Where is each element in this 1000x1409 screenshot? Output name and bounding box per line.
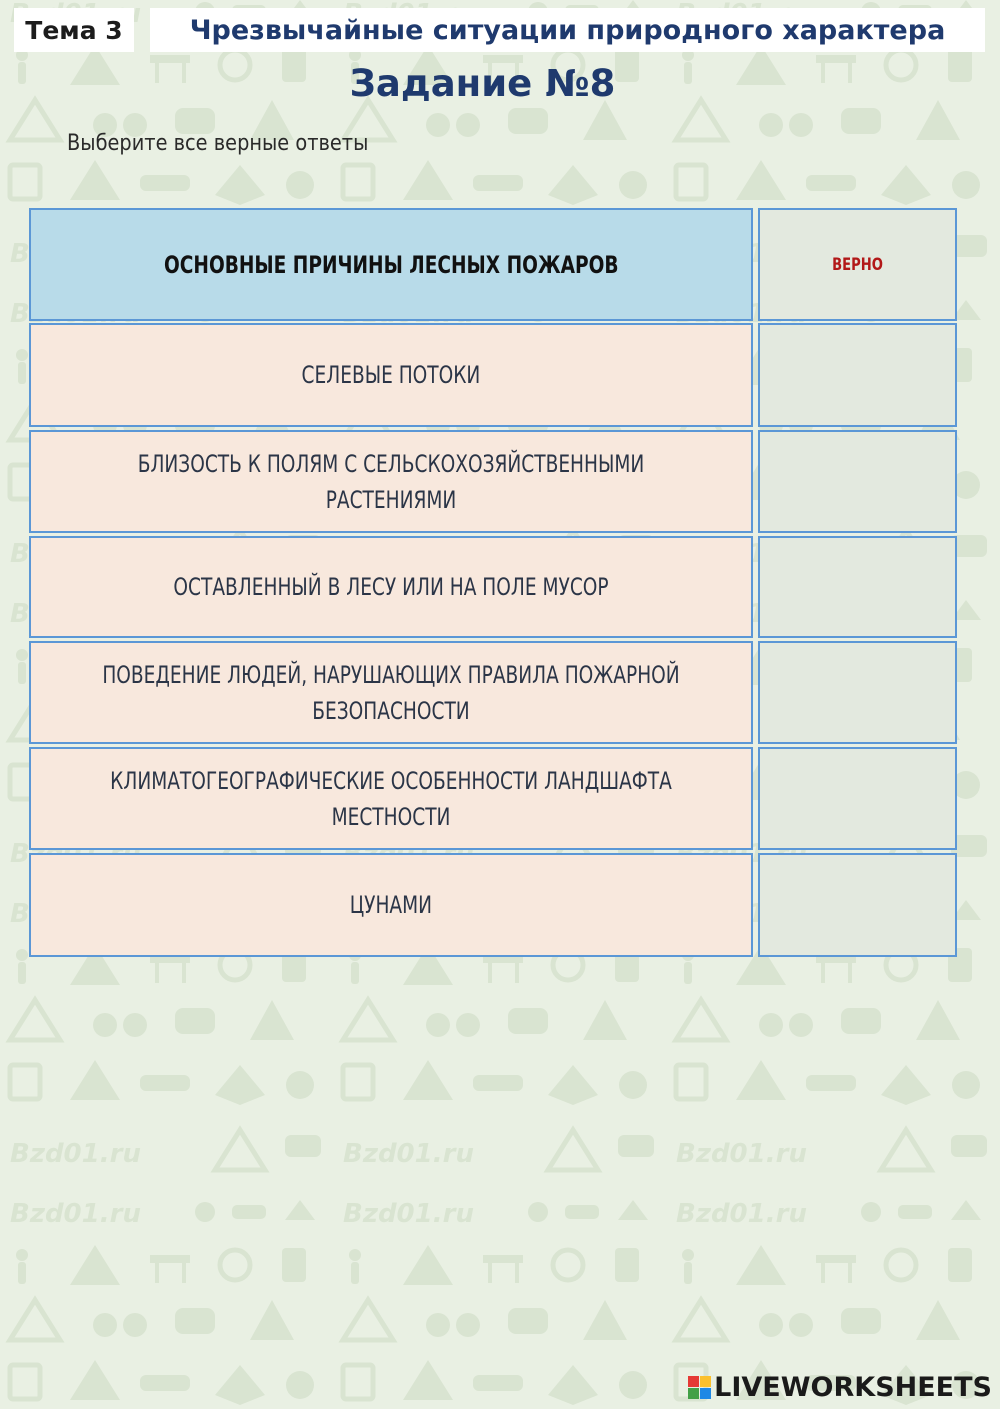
logo-square-blue <box>700 1388 711 1399</box>
option-text: ЦУНАМИ <box>349 891 433 919</box>
option-cell[interactable] <box>29 747 753 850</box>
option-cell[interactable] <box>29 641 753 744</box>
logo-square-yellow <box>700 1376 711 1387</box>
liveworksheets-logo-text: LIVEWORKSHEETS <box>714 1372 992 1403</box>
answer-drop-slot[interactable] <box>758 747 957 850</box>
question-text: ОСНОВНЫЕ ПРИЧИНЫ ЛЕСНЫХ ПОЖАРОВ <box>163 250 619 279</box>
answer-header-label: ВЕРНО <box>832 254 883 275</box>
option-text: БЛИЗОСТЬ К ПОЛЯМ С СЕЛЬСКОХОЗЯЙСТВЕННЫМИ РАСТЕНИЯМИ <box>137 449 645 514</box>
answer-drop-slot[interactable] <box>758 430 957 533</box>
option-cell[interactable] <box>29 536 753 638</box>
option-cell[interactable] <box>29 430 753 533</box>
task-instruction: Выберите все верные ответы <box>67 131 369 156</box>
option-text: ОСТАВЛЕННЫЙ В ЛЕСУ ИЛИ НА ПОЛЕ МУСОР <box>173 573 609 601</box>
logo-square-green <box>688 1388 699 1399</box>
page-title: Чрезвычайные ситуации природного характера <box>150 8 985 52</box>
answer-drop-slot[interactable] <box>758 641 957 744</box>
option-cell[interactable] <box>29 853 753 957</box>
answer-drop-slot[interactable] <box>758 536 957 638</box>
answer-drop-slot[interactable] <box>758 323 957 427</box>
option-cell[interactable] <box>29 323 753 427</box>
answer-drop-slot[interactable] <box>758 853 957 957</box>
liveworksheets-logo[interactable] <box>688 1372 992 1403</box>
option-text: ПОВЕДЕНИЕ ЛЮДЕЙ, НАРУШАЮЩИХ ПРАВИЛА ПОЖАРНОЙ БЕЗОПАСНОСТИ <box>102 660 680 725</box>
logo-square-red <box>688 1376 699 1387</box>
task-title: Задание №8 <box>349 62 616 105</box>
topic-label: Тема 3 <box>14 8 134 52</box>
option-text: СЕЛЕВЫЕ ПОТОКИ <box>301 361 481 389</box>
question-cell <box>29 208 753 321</box>
liveworksheets-logo-icon <box>688 1376 711 1399</box>
answer-header-cell <box>758 208 957 321</box>
option-text: КЛИМАТОГЕОГРАФИЧЕСКИЕ ОСОБЕННОСТИ ЛАНДШАФТА МЕСТНОСТИ <box>110 766 672 831</box>
